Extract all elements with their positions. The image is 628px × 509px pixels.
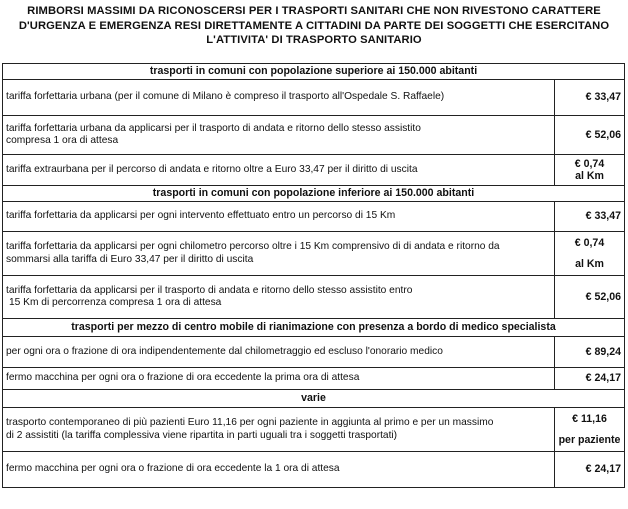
- row-price: € 0,74 al Km: [555, 155, 625, 186]
- section-header-row: [3, 390, 625, 408]
- row-description: fermo macchina per ogni ora o frazione di ora eccedente la 1 ora di attesa: [3, 452, 555, 488]
- section-header-row: [3, 186, 625, 202]
- row-description: tariffa forfettaria urbana (per il comune di Milano è compreso il trasporto all'Ospedale S. Raffaele): [3, 80, 555, 116]
- table-row: [3, 116, 625, 155]
- row-price: € 33,47: [555, 202, 625, 232]
- section-header: varie: [3, 390, 625, 408]
- row-price: € 33,47: [555, 80, 625, 116]
- title-line-3: L'ATTIVITA' DI TRASPORTO SANITARIO: [206, 34, 422, 46]
- section-header: trasporti per mezzo di centro mobile di rianimazione con presenza a bordo di medico specialista: [3, 319, 625, 337]
- document-title: [0, 0, 628, 48]
- row-price: € 52,06: [555, 276, 625, 319]
- row-description: tariffa extraurbana per il percorso di andata e ritorno oltre a Euro 33,47 per il diritto di uscita: [3, 155, 555, 186]
- section-header-row: [3, 319, 625, 337]
- row-description: trasporto contemporaneo di più pazienti Euro 11,16 per ogni paziente in aggiunta al primo e per un massimo di 2 assistiti (la tariffa complessiva viene ripartita in parti uguali tra i soggetti trasportati): [3, 408, 555, 452]
- row-price: € 52,06: [555, 116, 625, 155]
- section-header: trasporti in comuni con popolazione inferiore ai 150.000 abitanti: [3, 186, 625, 202]
- row-price: € 0,74 al Km: [555, 232, 625, 276]
- row-description: tariffa forfettaria urbana da applicarsi per il trasporto di andata e ritorno dello stesso assistito compresa 1 ora di attesa: [3, 116, 555, 155]
- row-description: tariffa forfettaria da applicarsi per ogni intervento effettuato entro un percorso di 15 Km: [3, 202, 555, 232]
- table-row: [3, 452, 625, 488]
- title-line-2: D'URGENZA E EMERGENZA RESI DIRETTAMENTE A CITTADINI DA PARTE DEI SOGGETTI CHE ESERCITANO: [18, 19, 610, 32]
- table-row: [3, 337, 625, 368]
- table-row: [3, 232, 625, 276]
- row-price: € 11,16 per paziente: [555, 408, 625, 452]
- tariff-table: [2, 63, 625, 488]
- title-line-1: RIMBORSI MASSIMI DA RICONOSCERSI PER I TRASPORTI SANITARI CHE NON RIVESTONO CARATTERE: [27, 5, 601, 17]
- section-header: trasporti in comuni con popolazione superiore ai 150.000 abitanti: [3, 64, 625, 80]
- table-row: [3, 276, 625, 319]
- row-description: tariffa forfettaria da applicarsi per il trasporto di andata e ritorno dello stesso assistito entro 15 Km di percorrenza compresa 1 ora di attesa: [3, 276, 555, 319]
- table-row: [3, 368, 625, 390]
- row-description: tariffa forfettaria da applicarsi per ogni chilometro percorso oltre i 15 Km comprensivo di di andata e ritorno da sommarsi alla tariffa di Euro 33,47 per il diritto di uscita: [3, 232, 555, 276]
- table-row: [3, 408, 625, 452]
- row-price: € 24,17: [555, 368, 625, 390]
- table-row: [3, 155, 625, 186]
- row-description: fermo macchina per ogni ora o frazione di ora eccedente la prima ora di attesa: [3, 368, 555, 390]
- table-row: [3, 202, 625, 232]
- row-price: € 24,17: [555, 452, 625, 488]
- section-header-row: [3, 64, 625, 80]
- row-description: per ogni ora o frazione di ora indipendentemente dal chilometraggio ed escluso l'onorario medico: [3, 337, 555, 368]
- row-price: € 89,24: [555, 337, 625, 368]
- table-row: [3, 80, 625, 116]
